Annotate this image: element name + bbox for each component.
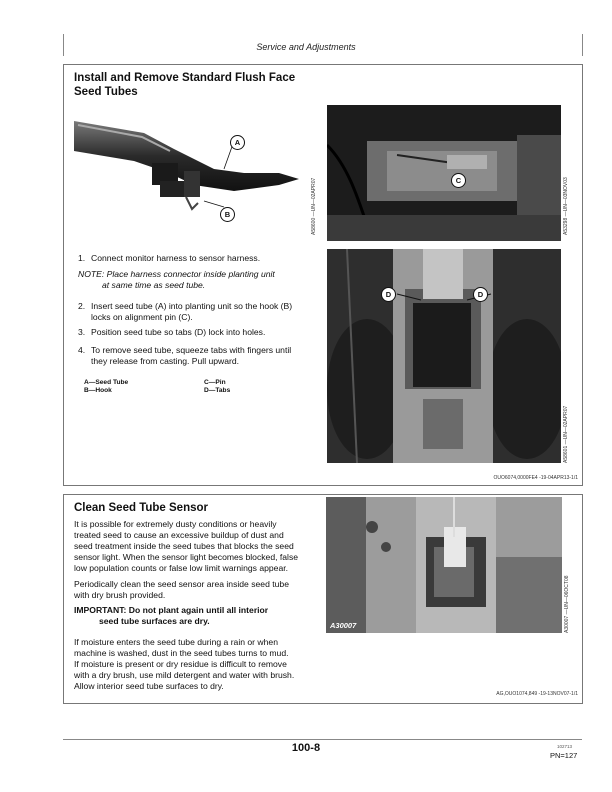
note-line1: NOTE: Place harness connector inside planting unit bbox=[78, 269, 275, 279]
footer-rule bbox=[63, 739, 582, 740]
important-line1: IMPORTANT: Do not plant again until all interior bbox=[74, 605, 269, 615]
para3-line1: If moisture enters the seed tube during a rain or when bbox=[74, 637, 278, 647]
section1-title-line2: Seed Tubes bbox=[74, 86, 138, 98]
para1-line1: It is possible for extremely dusty conditions or heavily bbox=[74, 519, 277, 529]
seed-tube-tabs-photo bbox=[327, 249, 561, 463]
section1-footer-code: OUO6074,0000FE4 -19-04APR13-1/1 bbox=[493, 475, 578, 481]
section1-title-line1: Install and Remove Standard Flush Face bbox=[74, 72, 296, 84]
para3-line2: machine is washed, dust in the seed tubes turns to mud. bbox=[74, 648, 289, 658]
para1-line5: low population counts or false low limit warnings appear. bbox=[74, 563, 289, 573]
footer-small-code: 102713 bbox=[557, 744, 573, 749]
figure3-code: A58601 —UN—02APR07 bbox=[563, 405, 569, 463]
callout-d-right: D bbox=[473, 287, 488, 302]
callout-d-left: D bbox=[381, 287, 396, 302]
section1-title bbox=[74, 71, 295, 99]
step-2-text bbox=[91, 301, 292, 323]
para1-line4: sensor light. When the sensor light becomes blocked, false bbox=[74, 552, 299, 562]
sensor-brush-photo bbox=[326, 497, 562, 633]
sensor-brush-illustration bbox=[326, 497, 562, 633]
step-2-line2: locks on alignment pin (C). bbox=[91, 312, 193, 322]
step-1-number: 1. bbox=[78, 253, 86, 263]
figure1-code: A58600 —UN—02APR07 bbox=[311, 177, 317, 235]
step-1-text: Connect monitor harness to sensor harness. bbox=[91, 253, 261, 263]
step-2-number: 2. bbox=[78, 301, 86, 311]
para2-line2: with dry brush provided. bbox=[74, 590, 166, 600]
legend-b: B—Hook bbox=[84, 387, 112, 394]
seed-tube-tabs-illustration bbox=[327, 249, 561, 463]
photo-label: A30007 bbox=[330, 621, 357, 630]
step-4-line1: To remove seed tube, squeeze tabs with fingers until bbox=[91, 345, 292, 355]
seed-tube-illustration bbox=[74, 111, 310, 231]
page-number: 100-8 bbox=[291, 742, 321, 754]
note-line2: at same time as seed tube. bbox=[102, 280, 206, 290]
section2-figure-code: A30007 —UN—06OCT08 bbox=[564, 575, 570, 633]
section-install-seed-tubes bbox=[63, 64, 583, 486]
alignment-pin-illustration bbox=[327, 105, 561, 241]
step-4-number: 4. bbox=[78, 345, 86, 355]
important-line2: seed tube surfaces are dry. bbox=[99, 616, 210, 626]
step-3-text: Position seed tube so tabs (D) lock into holes. bbox=[91, 327, 266, 337]
legend-c: C—Pin bbox=[204, 379, 226, 386]
footer-pn: PN=127 bbox=[550, 751, 578, 760]
seed-tube-photo bbox=[74, 111, 310, 231]
callout-b: B bbox=[220, 207, 235, 222]
page-header-title: Service and Adjustments bbox=[256, 42, 356, 52]
step-3-number: 3. bbox=[78, 327, 86, 337]
section-clean-sensor bbox=[63, 494, 583, 704]
step-2-line1: Insert seed tube (A) into planting unit so the hook (B) bbox=[91, 301, 293, 311]
callout-a: A bbox=[230, 135, 245, 150]
para1-line2: treated seed to cause an excessive buildup of dust and bbox=[74, 530, 284, 540]
alignment-pin-photo bbox=[327, 105, 561, 241]
legend-d: D—Tabs bbox=[204, 387, 231, 394]
para1-line3: seed treatment inside the seed tubes that blocks the seed bbox=[74, 541, 294, 551]
legend-a: A—Seed Tube bbox=[84, 379, 129, 386]
para2-line1: Periodically clean the seed sensor area inside seed tube bbox=[74, 579, 289, 589]
section2-para3 bbox=[74, 637, 339, 692]
important-notice bbox=[74, 605, 268, 627]
section2-para1 bbox=[74, 519, 339, 574]
figure2-code: A53298 —UN—03NOV03 bbox=[563, 177, 569, 235]
para3-line4: with a dry brush, use mild detergent and water with brush. bbox=[74, 670, 295, 680]
step-4-text bbox=[91, 345, 291, 367]
para3-line5: Allow interior seed tube surfaces to dry. bbox=[74, 681, 224, 691]
callout-c: C bbox=[451, 173, 466, 188]
section2-footer-code: AG,OUO1074,849 -19-13NOV07-1/1 bbox=[496, 691, 578, 697]
section2-title: Clean Seed Tube Sensor bbox=[74, 502, 208, 514]
para3-line3: If moisture is present or dry residue is difficult to remove bbox=[74, 659, 287, 669]
note bbox=[78, 269, 275, 291]
section2-para2 bbox=[74, 579, 339, 601]
step-4-line2: they release from casting. Pull upward. bbox=[91, 356, 240, 366]
